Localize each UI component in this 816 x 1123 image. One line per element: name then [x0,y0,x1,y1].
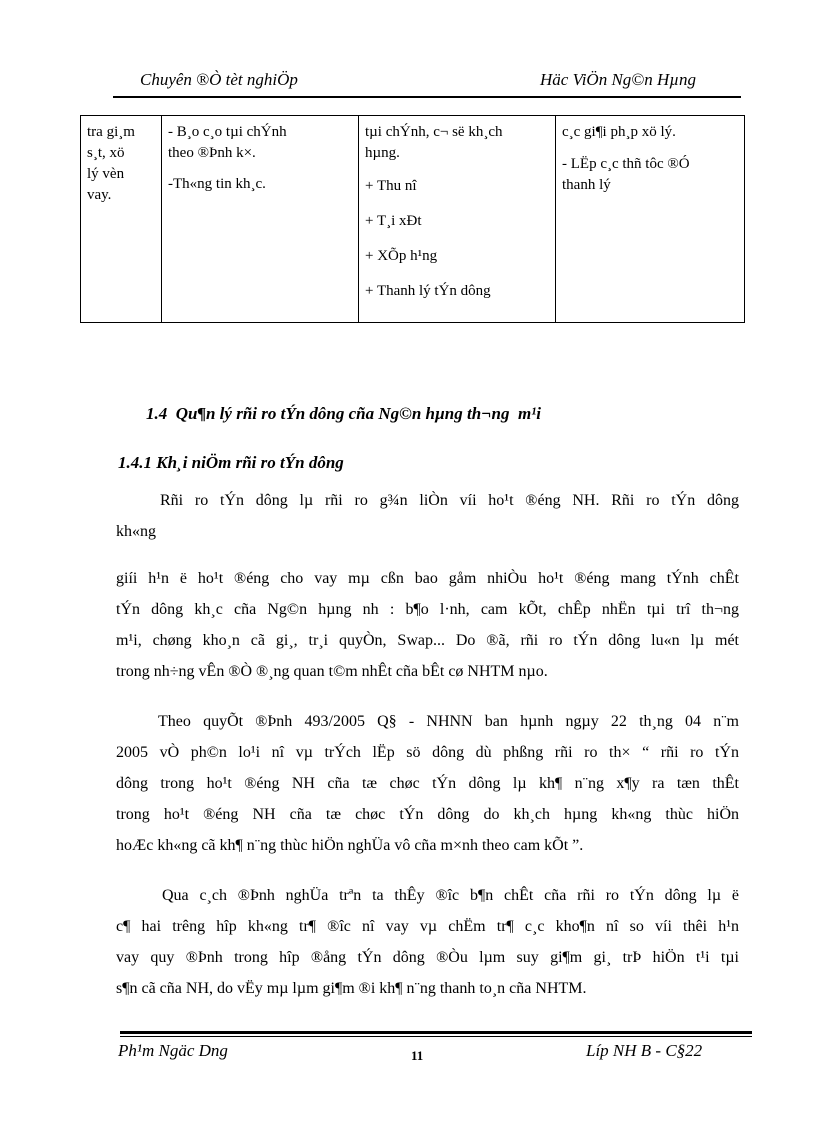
header-left: Chuyên ®Ò tèt nghiÖp [140,70,298,89]
header-right: Häc ViÖn Ng©n Hµng [540,70,697,89]
section-heading: 1.4 Qu¶n lý rñi ro tÝn dông cña Ng©n hµng th¬ng m¹i [146,404,541,423]
paragraph-2: giíi h¹n ë ho¹t ®éng cho vay mµ cßn bao gåm nhiÒu ho¹t ®éng mang tÝnh chÊt tÝn dông kh¸c cña Ng©n hµng nh : b¶o l·nh, cam kÕt, chÊp nhËn tµi trî th¬ng m¹i, chøng kho¸n cã gi¸, tr¸i quyÒn, Swap... Do ®ã, rñi ro tÝn dông lu«n lµ mét trong nh÷ng vÊn ®Ò ®¸ng quan t©m nhÊt cña bÊt cø NHTM nµo. [116,570,739,680]
footer-rule-thick [120,1031,752,1034]
list-item: + T¸i xÐt [365,213,422,229]
continued-table [80,115,745,323]
footer-author: Ph¹m Ngäc Dng [118,1041,228,1060]
table-row [81,116,745,323]
list-item: + XÕp h¹ng [365,248,438,264]
table-cell-col1: tra gi¸m s¸t, xö lý vèn vay. [81,116,162,323]
table-cell-col4: c¸c gi¶i ph¸p xö lý. - LËp c¸c thñ tôc ®Ó thanh lý [556,116,745,323]
table-cell-col3: tµi chÝnh, c¬ së kh¸ch hµng. + Thu nî + T¸i xÐt + XÕp h¹ng + Thanh lý tÝn dông [359,116,556,323]
paragraph-3: Theo quyÕt ®Þnh 493/2005 Q§ - NHNN ban hµnh ngµy 22 th¸ng 04 n¨m 2005 vÒ ph©n lo¹i nî vµ trÝch lËp sö dông dù phßng rñi ro th× “ rñi ro tÝn dông trong ho¹t ®éng NH cña tæ chøc tÝn dông lµ kh¶ n¨ng x¶y ra tæn thÊt trong ho¹t ®éng NH cña tæ chøc tÝn dông do kh¸ch hµng kh«ng thùc hiÖn hoÆc kh«ng cã kh¶ n¨ng thùc hiÖn nghÜa vô cña m×nh theo cam kÕt ”. [116,713,739,854]
list-item: + Thanh lý tÝn dông [365,283,491,299]
subsection-heading: 1.4.1 Kh¸i niÖm rñi ro tÝn dông [118,453,344,472]
footer-rule-thin [120,1036,752,1037]
page-number: 11 [411,1048,424,1063]
paragraph-4: Qua c¸ch ®Þnh nghÜa trªn ta thÊy ®îc b¶n chÊt cña rñi ro tÝn dông lµ ë c¶ hai trêng hîp kh«ng tr¶ ®îc nî vay vµ chËm tr¶ c¸c kho¶n nî so víi thêi h¹n vay quy ®Þnh trong hîp ®ång tÝn dông ®Òu lµm suy gi¶m gi¸ trÞ hiÖn t¹i tµi s¶n cã cña NH, do vËy mµ lµm gi¶m ®i kh¶ n¨ng thanh to¸n cña NHTM. [116,887,739,997]
paragraph-1: Rñi ro tÝn dông lµ rñi ro g¾n liÒn víi ho¹t ®éng NH. Rñi ro tÝn dông kh«ng [116,492,739,540]
table-cell-col2: - B¸o c¸o tµi chÝnh theo ®Þnh k×. -Th«ng tin kh¸c. [162,116,359,323]
list-item: + Thu nî [365,178,417,194]
footer-class: Líp NH B - C§22 [586,1041,703,1060]
header-rule [113,96,741,98]
